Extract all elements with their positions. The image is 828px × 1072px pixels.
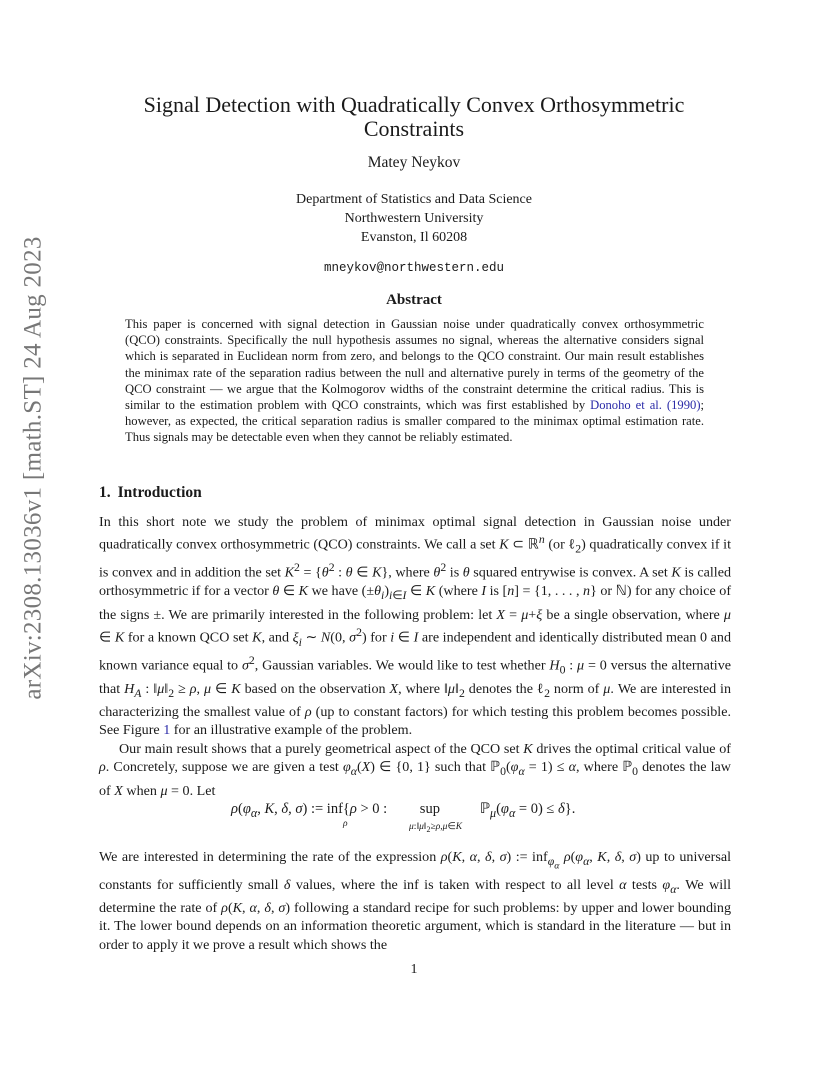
paragraph: We are interested in determining the rate of the expression ρ(K, α, δ, σ) := inf$_{\varphi_\alpha}$ $\rho(\varphi_\alpha$, K, δ, σ) up to universal constants for sufficiently small δ values, where the inf is taken with respect to all level α tests $\varphi_\alpha$. We will determine the rate of ρ(K, α, δ, σ) following a standard recipe for such problems: by upper and lower bounding it. The lower bound depends on an information theoretic argument, which is standard in the literature — but in order to apply it we prove a result which shows the bbox=[99, 849, 732, 953]
section-number: 1. bbox=[99, 484, 111, 501]
text-run: quadratically convex if it is convex and in addition the set bbox=[99, 537, 731, 581]
author-email[interactable]: mneykov@northwestern.edu bbox=[323, 261, 505, 275]
text-run: for an illustrative example of the problem. bbox=[170, 722, 413, 739]
text-run: , Gaussian variables. We would like to test whether bbox=[254, 657, 550, 674]
text-run: when bbox=[122, 782, 161, 799]
author-name: Matey Neykov bbox=[367, 154, 461, 171]
text-run: is called orthosymmetric if for a vector bbox=[99, 565, 732, 600]
text-run: denotes the law of bbox=[99, 759, 731, 799]
text-run: for any choice of the signs ±. We are primarily interested in the following problem: let bbox=[99, 583, 732, 623]
equation-main: $\rho(\varphi_\alpha$, K, δ, σ) := inf{ρ > 0 : sup $ℙ_\mu(\varphi_\alpha = 0) \le \delta$}. bbox=[231, 801, 576, 820]
abstract-text-part: This paper is concerned with signal detection in Gaussian noise under quadratically convex orthosymmetric (QCO) constraints. Specifically the null hypothesis assumes no signal, whereas the alternative considers signal which is separated in Euclidean norm from zero, and belongs to the QCO constraint. Our main result establishes the minimax rate of the separation radius between the null and alternative purely in terms of the geometry of the QCO constraint — we argue that the Kolmogorov widths of the constraint determine the critical radius. This is similar to the estimation problem with QCO constraints, which was first established by bbox=[125, 317, 704, 413]
equation-subscript-rho: ρ bbox=[343, 819, 348, 829]
abstract-text bbox=[125, 316, 704, 446]
text-run: . We are interested in characterizing the smallest value of bbox=[99, 680, 732, 721]
text-run: tests bbox=[626, 876, 663, 893]
introduction-body bbox=[99, 513, 731, 800]
affiliation-location: Evanston, Il 60208 bbox=[360, 230, 468, 245]
arxiv-stamp bbox=[14, 236, 54, 700]
abstract-heading: Abstract bbox=[386, 292, 442, 308]
affiliation-university: Northwestern University bbox=[344, 211, 484, 226]
text-run: In this short note we study the problem of minimax optimal signal detection in Gaussian noise under quadratically convex orthosymmetric (QCO) constraints. We call a set bbox=[99, 514, 731, 554]
figure-link[interactable]: 1 bbox=[163, 722, 171, 739]
introduction-body-continued bbox=[99, 848, 731, 954]
section-title: Introduction bbox=[117, 484, 202, 501]
text-run: . We will determine the rate of bbox=[99, 876, 731, 916]
text-run: We are interested in determining the rate of the expression bbox=[99, 849, 441, 865]
equation-subscript-set: $\mu:‖\mu‖_2\ge\rho,\mu\in K$ bbox=[409, 822, 463, 834]
arxiv-id-text: arXiv:2308.13036v1 [math.ST] 24 Aug 2023 bbox=[20, 236, 48, 700]
text-run: Our main result shows that a purely geometrical aspect of the QCO set bbox=[119, 740, 524, 757]
citation-link-donoho[interactable]: Donoho et al. (1990) bbox=[590, 398, 701, 413]
paragraph: Our main result shows that a purely geometrical aspect of the QCO set K drives the optimal critical value of ρ. Concretely, suppose we are given a test $\varphi_\alpha(X)$ ∈ {0, 1} such that $ℙ_0(\varphi_\alpha = 1) \le \alpha$, where ℙ$_0$ denotes the law of X when μ = 0. Let bbox=[99, 740, 731, 799]
text-run: (up to constant factors) for which testing this problem becomes possible. See Figure bbox=[99, 704, 731, 739]
text-run: are independent and identically distributed mean 0 and known variance equal to bbox=[99, 629, 732, 674]
display-equation bbox=[99, 795, 731, 834]
text-run: such that bbox=[430, 759, 491, 776]
paragraph: In this short note we study the problem of minimax optimal signal detection in Gaussian noise under quadratically convex orthosymmetric (QCO) constraints. We call a set K ⊂ ℝ$^n$ (or ℓ$_2$) quadratically convex if it is convex and in addition the set $K^2 = \{\theta^2$ : θ ∈ K}, where $\theta^2$ is θ squared entrywise is convex. A set K is called orthosymmetric if for a vector θ ∈ K we have $(\pm\theta_i)_{i\in I}$ ∈ K (where I is [n] = {1, . . . , n} or ℕ) for any choice of the signs ±. We are primarily interested in the following problem: let X = μ+ξ be a single observation, where μ ∈ K for a known QCO set K, and $\xi_i$ ∼ N(0, $\sigma^2$) for i ∈ I are independent and identically distributed mean 0 and known variance equal to $\sigma^2$, Gaussian variables. We would like to test whether $H_0$ : μ = 0 versus the alternative that $H_A$ : $‖\mu‖_2 \ge \rho$, μ ∈ K based on the observation X, where $‖\mu‖_2$ denotes the ℓ$_2$ norm of μ. We are interested in characterizing the smallest value of ρ (up to constant factors) for which testing this problem becomes possible. See Figure 1 for an illustrative example of the problem. bbox=[99, 514, 732, 739]
abstract-text-part: ; however, as expected, the critical separation radius is smaller compared to the minimax optimal estimation rate. Thus signals may be detectable even when they cannot be reliably estimated. bbox=[125, 398, 705, 445]
text-run: . Let bbox=[189, 782, 216, 799]
text-run: following a standard recipe for such problems: by upper and lower bounding it. The lower bound depends on an information theoretic argument, which is standard in the literature — but in order to apply it we prove a result which shows the bbox=[99, 899, 732, 953]
text-run: values, where the inf is taken with respect to all level bbox=[290, 876, 620, 893]
text-run: . Concretely, suppose we are given a test bbox=[105, 759, 343, 776]
text-run: is convex. A set bbox=[575, 565, 672, 581]
section-heading bbox=[99, 484, 202, 502]
text-run: based on the observation bbox=[240, 680, 390, 697]
affiliation-department: Department of Statistics and Data Science bbox=[296, 192, 532, 207]
citation-year[interactable]: 1990 bbox=[671, 398, 697, 413]
text-run: drives the optimal critical value of bbox=[532, 740, 731, 757]
text-run: norm of bbox=[549, 680, 604, 697]
page-number: 1 bbox=[410, 962, 418, 977]
text-run: for a known QCO set bbox=[124, 629, 253, 646]
affiliation-block bbox=[0, 190, 828, 247]
text-run: up to universal constants for sufficiently small bbox=[99, 849, 732, 893]
citation-authors[interactable]: Donoho et al. bbox=[590, 398, 662, 413]
paper-title: Signal Detection with Quadratically Convex Orthosymmetric Constraints bbox=[143, 92, 685, 141]
text-run: versus the alternative that bbox=[99, 657, 731, 697]
